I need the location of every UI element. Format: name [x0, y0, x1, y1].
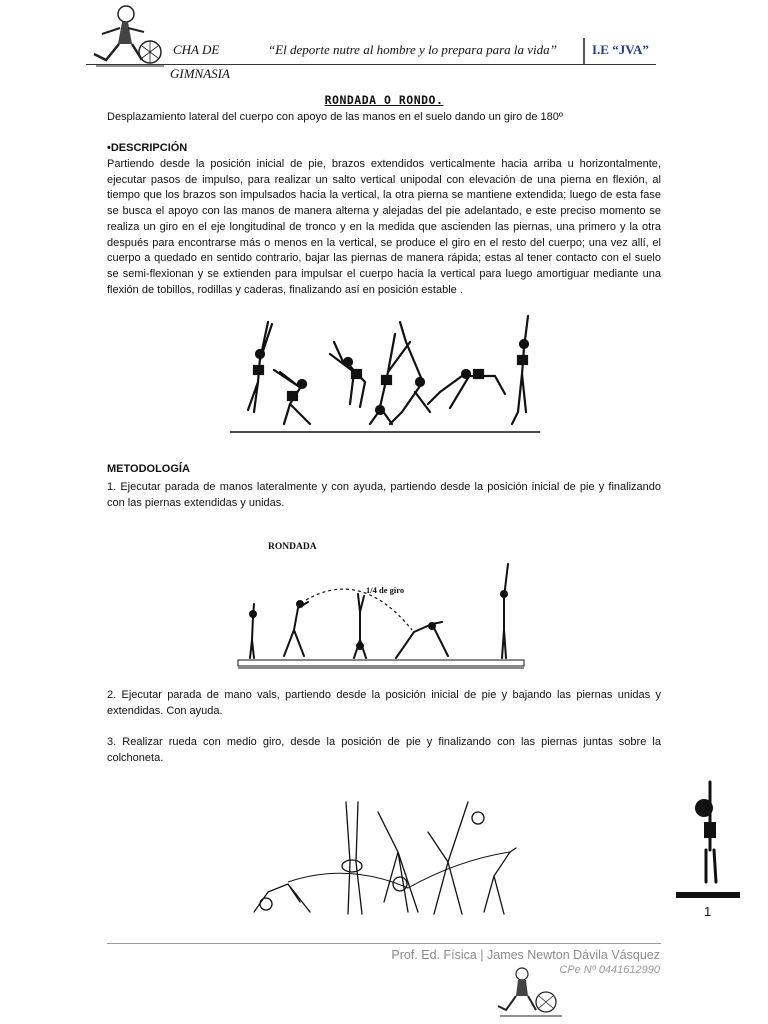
figure2-label: RONDADA: [268, 542, 317, 552]
header-rule: [86, 64, 656, 65]
page-number: 1: [704, 904, 712, 919]
footer-cpe: CPe Nº 0441612990: [559, 964, 660, 976]
header-motto: “El deporte nutre al hombre y lo prepara para la vida’’: [268, 42, 557, 57]
footer-gymnast-logo-icon: [496, 966, 566, 1020]
figure2-annotation: 1/4 de giro: [366, 585, 405, 595]
standing-gymnast-icon: [676, 778, 740, 902]
page-title: RONDADA O RONDO.: [324, 93, 444, 107]
cartwheel-illustration: [248, 792, 518, 922]
footer-rule: [107, 943, 661, 944]
methodology-heading: METODOLOGÍA: [107, 463, 190, 475]
description-heading: •DESCRIPCIÓN: [107, 142, 188, 154]
step-1-text: 1. Ejecutar parada de manos lateralmente y con ayuda, partiendo desde la posición inicial de pie y finalizando con las piernas extendidas y unidas.: [107, 481, 661, 509]
header-divider: [583, 38, 585, 64]
rondada-sequence-illustration: [230, 312, 540, 437]
intro-text: Desplazamiento lateral del cuerpo con apoyo de las manos en el suelo dando un giro de 180º: [107, 111, 563, 123]
description-text: Partiendo desde la posición inicial de pie, brazos extendidos verticalmente hacia arriba u horizontalmente, ejecutar pasos de impulso, para realizar un salto vertical unipodal con elevación de una pierna en flexión, al tiempo que los brazos son impulsados hacia la vertical, la otra pierna se mantiene extendida; luego de esta fase se busca el apoyo con las manos de manera alterna y alejadas del pie adelantado, e este preciso momento se realiza un giro en el eje longitudinal de tronco y en la medida que ascienden las piernas, una primero y la otra después para encontrarse más o menos en la vertical, se produce el giro en el resto del cuerpo; una vez allí, el cuerpo a quedado en sentido contrario, bajar las piernas de manera rápida; estas al tener contacto con el suelo se semi-flexionan y se extienden para impulsar el cuerpo hacia la vertical para luego amortiguar mediante una flexión de tobillos, rodillas y caderas, finalizando así en posición estable .: [107, 158, 661, 296]
header-left-line2: GIMNASIA: [170, 66, 230, 81]
step-2-text: 2. Ejecutar parada de mano vals, partiendo desde la posición inicial de pie y bajando las piernas unidas y extendidas. Con ayuda.: [107, 689, 661, 717]
step-3-text: 3. Realizar rueda con medio giro, desde la posición de pie y finalizando con las piernas juntas sobre la colchoneta.: [107, 736, 661, 764]
quarter-turn-illustration: [236, 560, 526, 675]
header-school: I.E “JVA”: [592, 42, 649, 57]
footer-author: Prof. Ed. Física | James Newton Dávila Vásquez: [391, 948, 660, 962]
header-left-line1: CHA DE: [173, 42, 220, 57]
